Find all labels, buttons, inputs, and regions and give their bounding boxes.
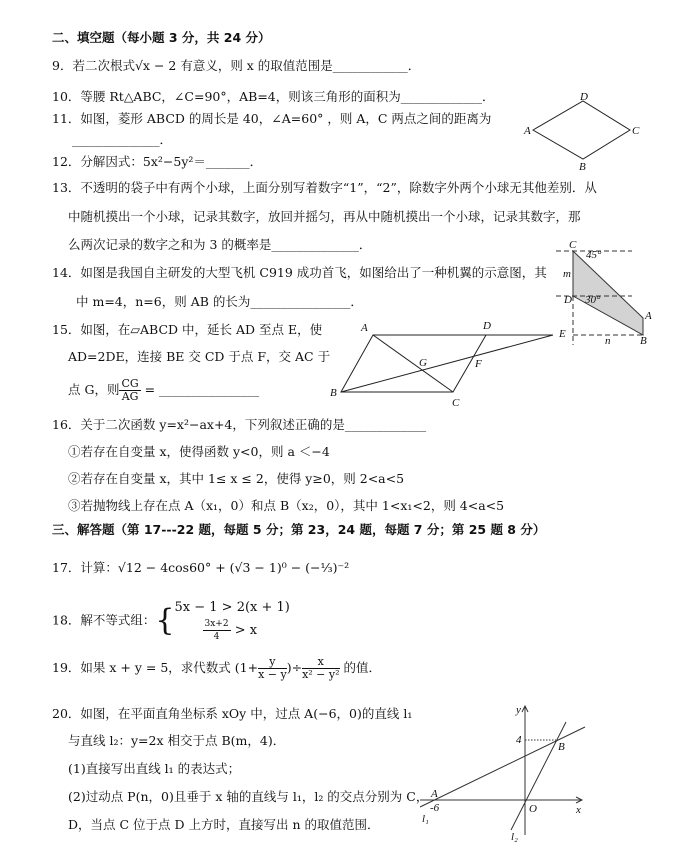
- diagonal-ac: [373, 335, 453, 392]
- brace: {: [155, 602, 175, 638]
- label-n: n: [605, 335, 611, 347]
- label-m: m: [563, 268, 571, 280]
- question-11-line2: ______________．: [72, 132, 173, 147]
- label-f: F: [475, 358, 482, 370]
- question-14-line1: 14．如图是我国自主研发的大型飞机 C919 成功首飞，如图给出了一种机翼的示意图，其: [52, 265, 547, 280]
- question-20-line3: (1)直接写出直线 l₁ 的表达式；: [68, 761, 241, 776]
- wing-shape: [573, 251, 643, 335]
- question-15-line1: 15．如图，在▱ABCD 中，延长 AD 至点 E，使: [52, 322, 323, 337]
- rhombus-shape: [533, 101, 630, 159]
- question-16-option-1: ①若存在自变量 x，使得函数 y<0，则 a ＜−4: [68, 444, 330, 459]
- q19-den2: x² − y²: [302, 668, 340, 681]
- section-2-title: 二、填空题（每小题 3 分，共 24 分）: [52, 30, 271, 45]
- label-l2: l₂: [511, 831, 518, 843]
- tick-4: 4: [516, 734, 522, 746]
- question-14-line2: 中 m=4，n=6，则 AB 的长为________________．: [76, 294, 363, 309]
- label-g: G: [419, 357, 427, 369]
- q19-den1: x − y: [258, 668, 287, 681]
- label-c: C: [632, 125, 640, 137]
- label-d: D: [483, 320, 491, 332]
- q15-num: CG: [121, 377, 139, 390]
- label-e: E: [559, 328, 566, 340]
- angle-45: 45°: [586, 249, 602, 261]
- line-be: [341, 335, 553, 392]
- label-d: D: [564, 294, 572, 306]
- parallelogram-figure: [330, 320, 566, 409]
- rhombus-figure: [523, 91, 640, 173]
- label-b: B: [558, 741, 565, 753]
- q18-rest: > x: [230, 623, 258, 638]
- label-y: y: [516, 704, 521, 716]
- question-11-line1: 11．如图，菱形 ABCD 的周长是 40，∠A=60° ，则 A，C 两点之间的距离为: [52, 111, 492, 126]
- question-13-line3: 么两次记录的数字之和为 3 的概率是______________．: [68, 237, 372, 252]
- label-c: C: [452, 397, 460, 409]
- question-20-line4: (2)过动点 P(n，0)且垂于 x 轴的直线与 l₁，l₂ 的交点分别为 C，: [68, 789, 429, 804]
- q15-prefix: 点 G，则: [68, 382, 120, 397]
- question-20-line2: 与直线 l₂：y=2x 相交于点 B(m，4)．: [68, 733, 286, 748]
- coordinate-figure: [420, 704, 585, 843]
- label-b: B: [640, 335, 647, 347]
- q18-num: 3x+2: [204, 619, 229, 629]
- question-17: 17．计算：√12 − 4cos60° + (√3 − 1)⁰ − (−⅓)⁻²: [52, 560, 350, 575]
- question-13-line1: 13．不透明的袋子中有两个小球，上面分别写着数字“1”，“2”，除数字外两个小球无其他差别．从: [52, 180, 597, 195]
- label-a: A: [361, 322, 368, 334]
- q18-den: 4: [213, 632, 220, 642]
- question-20-line1: 20．如图，在平面直角坐标系 xOy 中，过点 A(−6，0)的直线 l₁: [52, 706, 413, 721]
- label-l1: l₁: [422, 813, 429, 825]
- question-10: 10．等腰 Rt△ABC，∠C=90°，AB=4，则该三角形的面积为_____________．: [52, 89, 495, 104]
- label-a: A: [431, 788, 438, 800]
- q19-num2: x: [302, 656, 339, 669]
- q19-prefix: 19．如果 x + y = 5，求代数式 (1+: [52, 660, 259, 675]
- q19-suffix: 的值．: [339, 660, 381, 675]
- q18-prefix: 18．解不等式组：: [52, 612, 156, 628]
- question-20-line5: D，当点 C 位于点 D 上方时，直接写出 n 的取值范围．: [68, 817, 380, 832]
- section-3-title: 三、解答题（第 17---22 题，每题 5 分；第 23，24 题，每题 7 分；第 25 题 8 分）: [52, 522, 546, 537]
- angle-30: 30°: [585, 294, 601, 306]
- tick-neg6: -6: [430, 802, 440, 814]
- label-o: O: [529, 803, 537, 815]
- q19-num1: y: [258, 656, 287, 669]
- label-c: C: [569, 239, 577, 251]
- question-13-line2: 中随机摸出一个小球，记录其数字，放回并摇匀，再从中随机摸出一个小球，记录其数字，那: [68, 209, 581, 224]
- q15-suffix: = ________________: [140, 382, 260, 397]
- question-16-option-3: ③若抛物线上存在点 A（x₁，0）和点 B（x₂，0），其中 1<x₁<2，则 4<a<5: [68, 498, 505, 513]
- inequality-1: 5x − 1 > 2(x + 1): [174, 600, 290, 615]
- question-16-option-2: ②若存在自变量 x，其中 1≤ x ≤ 2，使得 y≥0，则 2<a<5: [68, 471, 405, 486]
- question-12: 12．分解因式：5x²−5y²＝_______．: [52, 154, 263, 169]
- q15-den: AG: [121, 390, 139, 403]
- label-x: x: [576, 804, 581, 816]
- label-d: D: [580, 91, 588, 103]
- question-15-line2: AD=2DE，连接 BE 交 CD 于点 F，交 AC 于: [68, 349, 331, 364]
- label-b: B: [330, 387, 337, 399]
- line-l1: [420, 727, 585, 807]
- question-16-stem: 16．关于二次函数 y=x²−ax+4，下列叙述正确的是_____________: [52, 417, 427, 432]
- label-a: A: [524, 125, 531, 137]
- q19-mid: )÷: [286, 660, 303, 675]
- question-9: 9．若二次根式√x − 2 有意义，则 x 的取值范围是____________．: [52, 58, 421, 73]
- label-b: B: [579, 161, 586, 173]
- label-a: A: [645, 310, 652, 322]
- wing-figure: [556, 239, 652, 347]
